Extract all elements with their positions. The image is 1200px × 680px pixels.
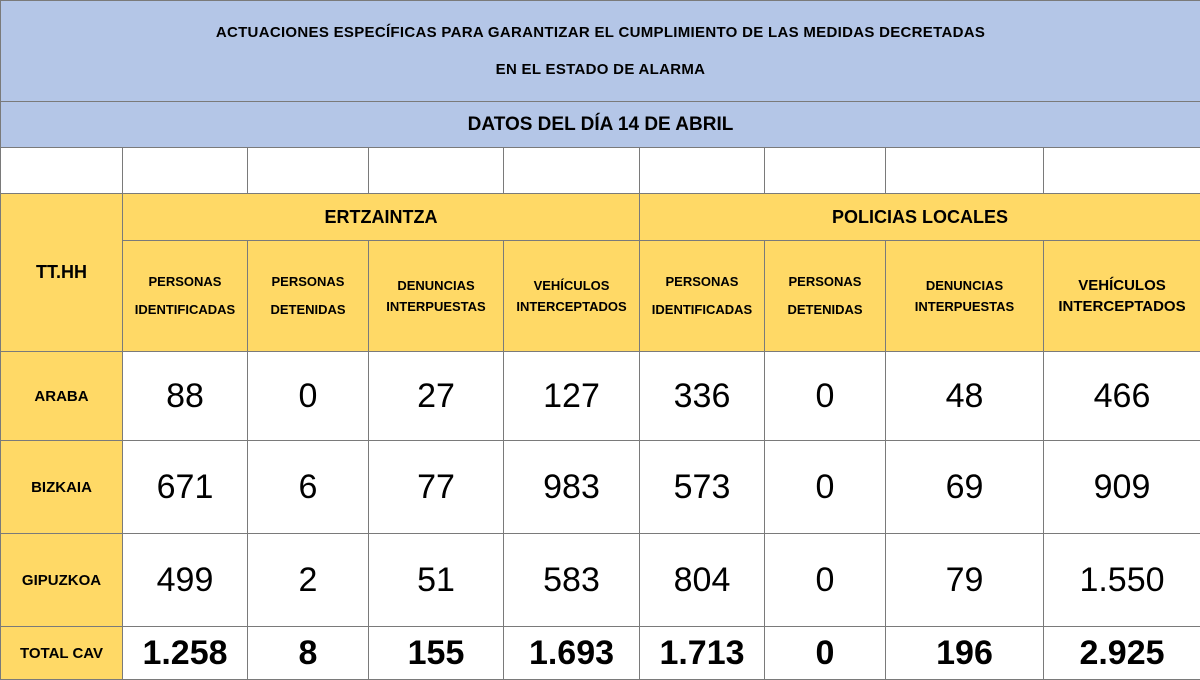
blank-cell	[640, 148, 765, 194]
total-cell: 196	[886, 627, 1044, 680]
row-label: BIZKAIA	[1, 441, 123, 534]
blank-cell	[886, 148, 1044, 194]
data-cell: 0	[765, 352, 886, 441]
blank-cell	[1, 148, 123, 194]
data-cell: 1.550	[1044, 534, 1200, 627]
data-cell: 909	[1044, 441, 1200, 534]
blank-cell	[1044, 148, 1200, 194]
table-row-gipuzkoa	[1, 534, 1200, 627]
col-header-line: INTERCEPTADOS	[516, 299, 626, 314]
report-title	[1, 1, 1200, 102]
col-header-denuncias-interpuestas	[369, 241, 504, 352]
col-header-line: DETENIDAS	[270, 302, 345, 317]
col-header-personas-identificadas	[640, 241, 765, 352]
data-cell: 573	[640, 441, 765, 534]
total-cell: 0	[765, 627, 886, 680]
data-cell: 48	[886, 352, 1044, 441]
report-title-line1: ACTUACIONES ESPECÍFICAS PARA GARANTIZAR EL CUMPLIMIENTO DE LAS MEDIDAS DECRETADAS	[1, 14, 1200, 51]
data-cell: 6	[248, 441, 369, 534]
data-cell: 77	[369, 441, 504, 534]
data-cell: 0	[248, 352, 369, 441]
table-row-total	[1, 627, 1200, 680]
col-header-vehiculos-interceptados	[1044, 241, 1200, 352]
report-title-line2: EN EL ESTADO DE ALARMA	[1, 51, 1200, 88]
total-cell: 1.713	[640, 627, 765, 680]
data-cell: 51	[369, 534, 504, 627]
data-cell: 983	[504, 441, 640, 534]
data-cell: 69	[886, 441, 1044, 534]
data-cell: 804	[640, 534, 765, 627]
col-header-line: INTERPUESTAS	[915, 299, 1014, 314]
data-cell: 583	[504, 534, 640, 627]
col-header-line: PERSONAS	[149, 274, 222, 289]
col-header-line: DETENIDAS	[787, 302, 862, 317]
col-header-personas-detenidas	[765, 241, 886, 352]
data-cell: 336	[640, 352, 765, 441]
total-cell: 2.925	[1044, 627, 1200, 680]
table-row-araba	[1, 352, 1200, 441]
data-cell: 2	[248, 534, 369, 627]
group-ertzaintza: ERTZAINTZA	[123, 194, 640, 241]
data-cell: 27	[369, 352, 504, 441]
col-header-line: IDENTIFICADAS	[135, 302, 235, 317]
col-header-line: DENUNCIAS	[397, 278, 474, 293]
col-header-vehiculos-interceptados	[504, 241, 640, 352]
data-cell: 671	[123, 441, 248, 534]
blank-row	[1, 148, 1200, 194]
group-policias-locales: POLICIAS LOCALES	[640, 194, 1200, 241]
data-cell: 466	[1044, 352, 1200, 441]
row-label: ARABA	[1, 352, 123, 441]
total-label: TOTAL CAV	[1, 627, 123, 680]
blank-cell	[369, 148, 504, 194]
row-header-tthh: TT.HH	[1, 194, 123, 352]
data-cell: 79	[886, 534, 1044, 627]
row-label: GIPUZKOA	[1, 534, 123, 627]
blank-cell	[248, 148, 369, 194]
col-header-line: PERSONAS	[789, 274, 862, 289]
blank-cell	[765, 148, 886, 194]
total-cell: 8	[248, 627, 369, 680]
col-header-line: IDENTIFICADAS	[652, 302, 752, 317]
total-cell: 155	[369, 627, 504, 680]
col-header-line: VEHÍCULOS	[534, 278, 610, 293]
col-header-personas-identificadas	[123, 241, 248, 352]
report-date: DATOS DEL DÍA 14 DE ABRIL	[1, 102, 1200, 148]
col-header-line: DENUNCIAS	[926, 278, 1003, 293]
total-cell: 1.258	[123, 627, 248, 680]
col-header-denuncias-interpuestas	[886, 241, 1044, 352]
total-cell: 1.693	[504, 627, 640, 680]
col-header-line: INTERCEPTADOS	[1058, 298, 1185, 315]
col-header-personas-detenidas	[248, 241, 369, 352]
data-cell: 88	[123, 352, 248, 441]
col-header-line: PERSONAS	[666, 274, 739, 289]
col-header-line: VEHÍCULOS	[1078, 277, 1166, 294]
data-cell: 499	[123, 534, 248, 627]
col-header-line: INTERPUESTAS	[386, 299, 485, 314]
data-cell: 127	[504, 352, 640, 441]
data-cell: 0	[765, 534, 886, 627]
blank-cell	[123, 148, 248, 194]
blank-cell	[504, 148, 640, 194]
data-cell: 0	[765, 441, 886, 534]
table-row-bizkaia	[1, 441, 1200, 534]
col-header-line: PERSONAS	[272, 274, 345, 289]
